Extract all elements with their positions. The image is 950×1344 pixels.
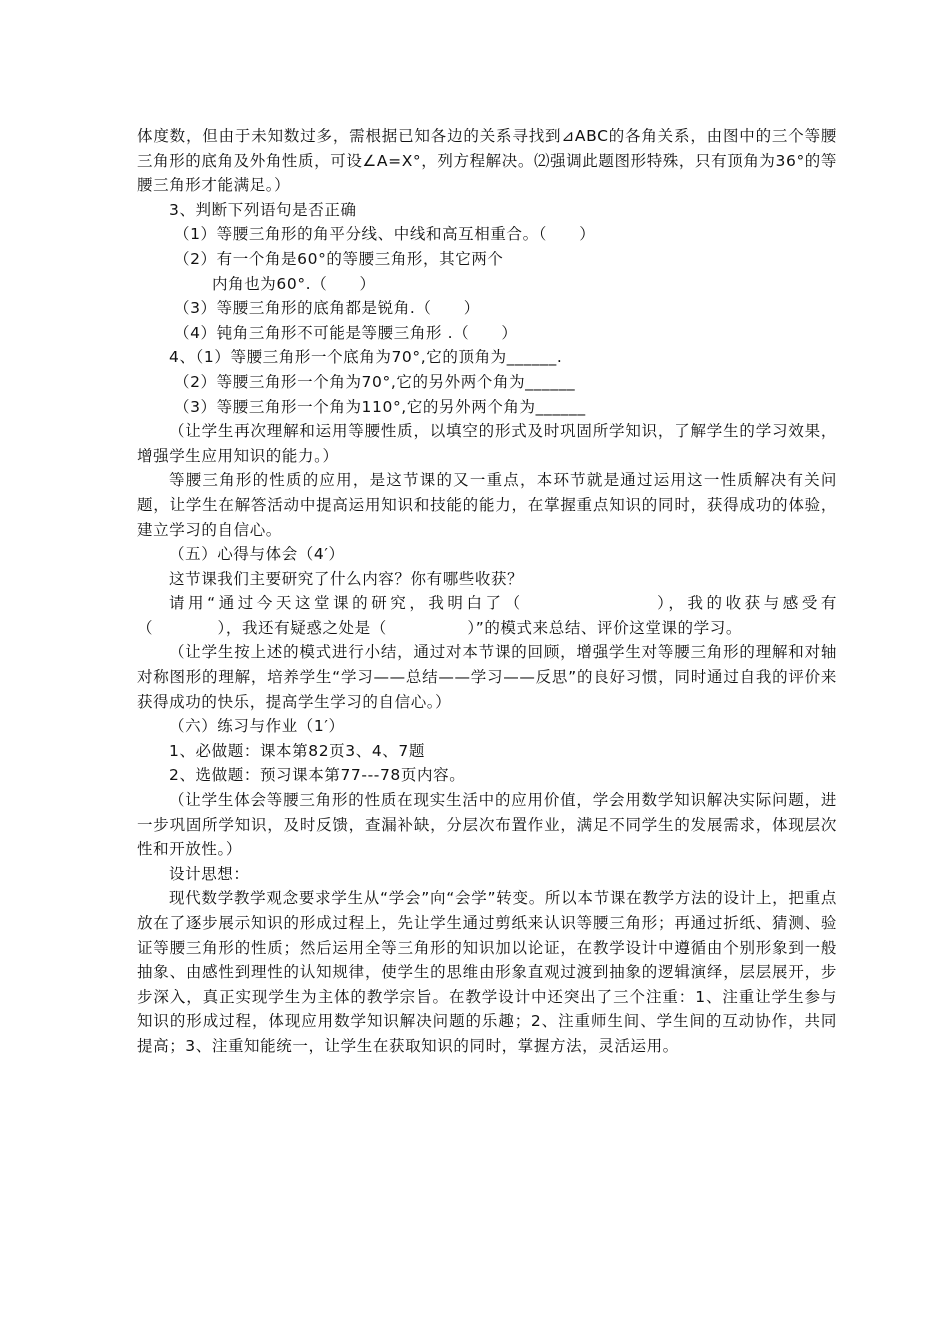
question-4-item-1: 4、（1）等腰三角形一个底角为70°,它的顶角为______.: [169, 348, 563, 367]
question-3-item-4: （4）钝角三角形不可能是等腰三角形 .（ ）: [174, 323, 518, 342]
question-4-item-2: （2）等腰三角形一个角为70°,它的另外两个角为______: [174, 372, 576, 391]
question-4-item-3: （3）等腰三角形一个角为110°,它的另外两个角为______: [174, 397, 586, 416]
question-3-item-2-continued: 内角也为60°.（ ）: [212, 274, 376, 293]
paragraph-summary-note: （让学生按上述的模式进行小结，通过对本节课的回顾，增强学生对等腰三角形的理解和对轴对称图形的理解，培养学生“学习——总结——学习——反思”的良好习惯，同时通过自我的评价来获得成功的快乐，提高学生学习的自信心。）: [137, 643, 837, 711]
paragraph-summary-template: 请用“通过今天这堂课的研究，我明白了（ ），我的收获与感受有（ ），我还有疑惑之处是（ ）”的模式来总结、评价这堂课的学习。: [137, 594, 837, 637]
paragraph-design-idea: 现代数学教学观念要求学生从“学会”向“会学”转变。所以本节课在教学方法的设计上，把重点放在了逐步展示知识的形成过程上，先让学生通过剪纸来认识等腰三角形；再通过折纸、猜测、验证等腰三角形的性质；然后运用全等三角形的知识加以论证，在教学设计中遵循由个别形象到一般抽象、由感性到理性的认知规律，使学生的思维由形象直观过渡到抽象的逻辑演绎，层层展开，步步深入，真正实现学生为主体的教学宗旨。在教学设计中还突出了三个注重：1、注重让学生参与知识的形成过程，体现应用数学知识解决问题的乐趣；2、注重师生间、学生间的互动协作，共同提高；3、注重知能统一，让学生在获取知识的同时，掌握方法，灵活运用。: [137, 889, 837, 1055]
paragraph-practice-note: （让学生再次理解和运用等腰性质，以填空的形式及时巩固所学知识，了解学生的学习效果，增强学生应用知识的能力。）: [137, 422, 837, 465]
paragraph-reflection-question: 这节课我们主要研究了什么内容？你有哪些收获？: [169, 569, 524, 588]
design-idea-heading: 设计思想：: [169, 864, 250, 883]
section-5-heading: （五）心得与体会（4′）: [169, 545, 345, 564]
paragraph-angle-analysis: 体度数，但由于未知数过多，需根据已知各边的关系寻找到⊿ABC的各角关系，由图中的三个等腰三角形的底角及外角性质，可设∠A=X°，列方程解决。⑵强调此题图形特殊，只有顶角为36°的等腰三角形才能满足。）: [137, 127, 837, 195]
homework-required: 1、必做题：课本第82页3、4、7题: [169, 741, 425, 760]
question-3-item-1: （1）等腰三角形的角平分线、中线和高互相重合。（ ）: [174, 225, 596, 244]
homework-optional: 2、选做题：预习课本第77---78页内容。: [169, 766, 466, 785]
document-page: [137, 124, 837, 1059]
question-3-item-3: （3）等腰三角形的底角都是锐角.（ ）: [174, 299, 480, 318]
paragraph-application: 等腰三角形的性质的应用，是这节课的又一重点，本环节就是通过运用这一性质解决有关问题，让学生在解答活动中提高运用知识和技能的能力，在掌握重点知识的同时，获得成功的体验，建立学习的自信心。: [137, 471, 837, 539]
paragraph-homework-note: （让学生体会等腰三角形的性质在现实生活中的应用价值，学会用数学知识解决实际问题，进一步巩固所学知识，及时反馈，查漏补缺，分层次布置作业，满足不同学生的发展需求，体现层次性和开放性。）: [137, 791, 837, 859]
section-6-heading: （六）练习与作业（1′）: [169, 717, 345, 736]
question-3-heading: 3、判断下列语句是否正确: [169, 200, 357, 219]
question-3-item-2: （2）有一个角是60°的等腰三角形，其它两个: [174, 249, 504, 268]
